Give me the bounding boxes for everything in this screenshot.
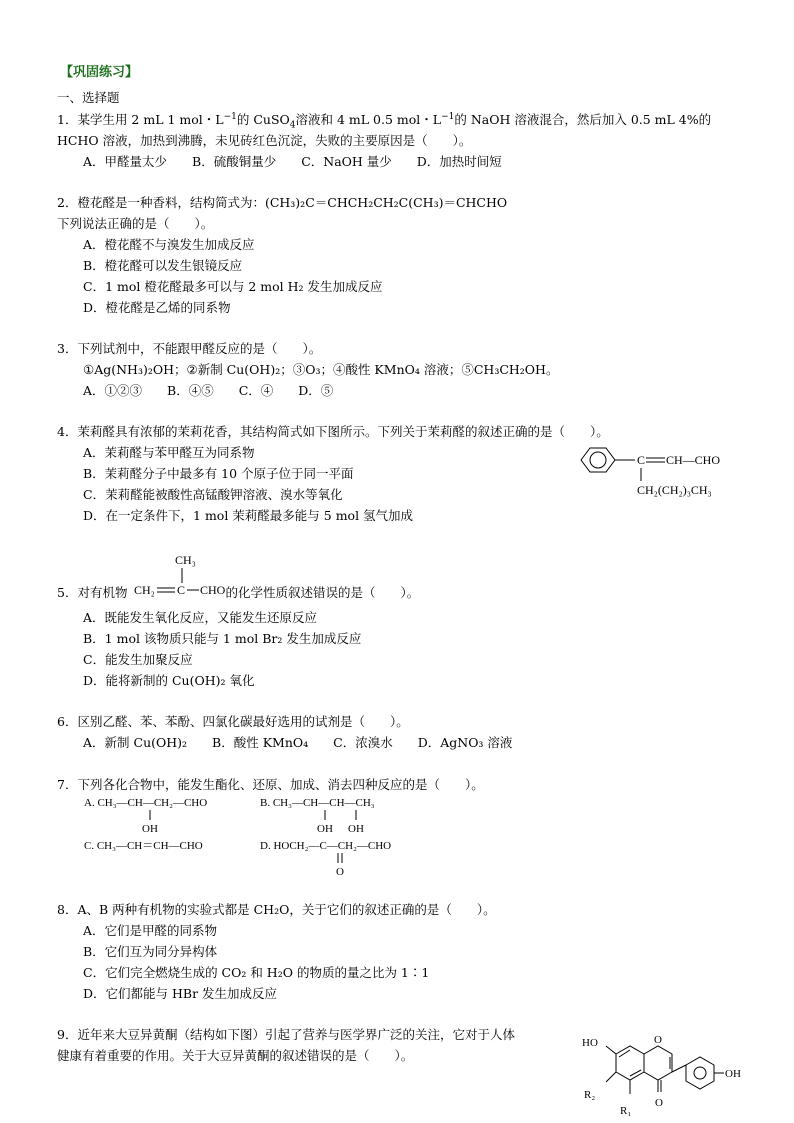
q3-line1: 3．下列试剂中，不能跟甲醛反应的是（ ）。: [57, 341, 322, 356]
struct-ho: HO: [582, 1037, 598, 1049]
q7-option-a-oh: OH: [142, 823, 158, 835]
isoflavone-rings: [606, 1046, 724, 1094]
q4-line1: 4．茉莉醛具有浓郁的茉莉花香，其结构简式如下图所示。下列关于茉莉醛的叙述正确的是（ ）。: [57, 424, 609, 439]
mol-ch2: CH₂: [134, 583, 155, 597]
q1-options: A．甲醛量太少 B．硫酸铜量少 C．NaOH 量少 D．加热时间短: [83, 154, 502, 169]
q4-option-a: A．茉莉醛与苯甲醛互为同系物: [83, 445, 255, 460]
q2-option-d: D．橙花醛是乙烯的同系物: [83, 300, 231, 315]
q9-line2: 健康有着重要的作用。关于大豆异黄酮的叙述错误的是（ ）。: [57, 1048, 414, 1063]
q2-option-c: C．1 mol 橙花醛最多可以与 2 mol H₂ 发生加成反应: [83, 279, 383, 294]
struct-o: O: [654, 1034, 662, 1046]
q1-line1: 1．某学生用 2 mL 1 mol・$L^{-1}$的 CuSO$_4$溶液和 4 mL 0.5 mol・$L^{-1}$的 NaOH 溶液混合，然后加入 0.5 mL 4%的: [57, 111, 712, 131]
q7-line1: 7．下列各化合物中，能发生酯化、还原、加成、消去四种反应的是（ ）。: [57, 777, 484, 792]
q5-option-a: A．既能发生氧化反应，又能发生还原反应: [83, 610, 318, 625]
q2-option-b: B．橙花醛可以发生银镜反应: [83, 258, 243, 273]
q8-line1: 8．A、B 两种有机物的实验式都是 CH₂O，关于它们的叙述正确的是（ ）。: [57, 902, 496, 917]
struct-ch-cho: CH—CHO: [666, 453, 721, 467]
q2-option-a: A．橙花醛不与溴发生加成反应: [83, 237, 255, 252]
q7-option-b-oh1: OH: [317, 823, 333, 835]
q7-option-a: A. CH₃—CH—CH₂—CHO: [84, 797, 208, 809]
q7-option-b-oh2: OH: [348, 823, 364, 835]
q9-line1: 9．近年来大豆异黄酮（结构如下图）引起了营养与医学界广泛的关注，它对于人体: [57, 1027, 515, 1042]
struct-r1: R₁: [620, 1105, 632, 1117]
benzene-ring: [581, 448, 615, 472]
q3-options: A．①②③ B．④⑤ C．④ D．⑤: [83, 383, 334, 398]
q7-option-b: B. CH₃—CH—CH—CH₃: [260, 797, 375, 809]
q2-line1: 2．橙花醛是一种香料，结构简式为：(CH₃)₂C＝CHCH₂CH₂C(CH₃)＝CHCHO: [57, 195, 508, 210]
mol-ch3: CH₃: [175, 553, 196, 567]
struct-oh: OH: [725, 1068, 741, 1080]
q4-option-d: D．在一定条件下，1 mol 茉莉醛最多能与 5 mol 氢气加成: [83, 508, 414, 523]
mol-cho: CHO: [200, 583, 226, 597]
q5-line: 5．对有机物 的化学性质叙述错误的是（ ）。: [57, 585, 420, 600]
isoflavone-structure: [578, 1032, 748, 1120]
section-title: 【巩固练习】: [60, 65, 139, 80]
q8-option-c: C．它们完全燃烧生成的 CO₂ 和 H₂O 的物质的量之比为 1∶1: [83, 965, 430, 980]
q8-option-a: A．它们是甲醛的同系物: [83, 923, 218, 938]
q2-line2: 下列说法正确的是（ ）。: [57, 216, 214, 231]
q7-option-d: D. HOCH₂—C—CH₂—CHO: [260, 840, 392, 852]
q8-option-d: D．它们都能与 HBr 发生加成反应: [83, 986, 278, 1001]
q5-option-c: C．能发生加聚反应: [83, 652, 193, 667]
q3-line2: ①Ag(NH₃)₂OH；②新制 Cu(OH)₂；③O₃；④酸性 KMnO₄ 溶液；⑤CH₃CH₂OH。: [83, 362, 559, 377]
q5-molecule: [130, 550, 236, 606]
q5-option-d: D．能将新制的 Cu(OH)₂ 氧化: [83, 673, 255, 688]
q6-options: A．新制 Cu(OH)₂ B．酸性 KMnO₄ C．浓溴水 D．AgNO₃ 溶液: [83, 735, 513, 750]
q7-structures: [80, 792, 440, 882]
q1-line2: HCHO 溶液，加热到沸腾，未见砖红色沉淀，失败的主要原因是（ ）。: [57, 133, 472, 148]
q7-option-d-o: O: [336, 866, 344, 878]
part-title: 一、选择题: [57, 90, 120, 105]
mol-c: C: [177, 583, 186, 597]
q4-option-b: B．茉莉醛分子中最多有 10 个原子位于同一平面: [83, 466, 354, 481]
struct-o2: O: [655, 1097, 663, 1109]
q5-option-b: B．1 mol 该物质只能与 1 mol Br₂ 发生加成反应: [83, 631, 362, 646]
q7-option-c: C. CH₃—CH＝CH—CHO: [84, 840, 203, 852]
struct-c: C: [637, 453, 646, 467]
q8-option-b: B．它们互为同分异构体: [83, 944, 218, 959]
struct-chain: CH₂(CH₂)₃CH₃: [637, 483, 712, 497]
q6-line1: 6．区别乙醛、苯、苯酚、四氯化碳最好选用的试剂是（ ）。: [57, 714, 409, 729]
q4-option-c: C．茉莉醛能被酸性高锰酸钾溶液、溴水等氧化: [83, 487, 343, 502]
struct-r2: R₂: [584, 1089, 596, 1101]
jasminaldehyde-structure: [575, 440, 760, 505]
